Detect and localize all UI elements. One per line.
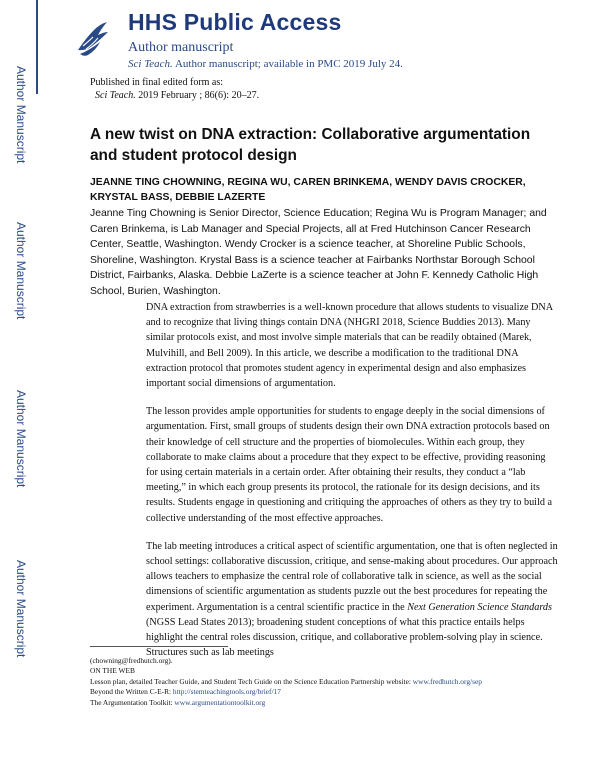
footnote-divider (90, 646, 228, 647)
citation-journal: Sci Teach. (95, 90, 136, 101)
footnotes (90, 656, 560, 708)
footnote-text: The Argumentation Toolkit: (90, 697, 175, 707)
author-affiliations: Jeanne Ting Chowning is Senior Director, Science Education; Regina Wu is Program Manager; and Caren Brinkema, is Lab Manager and Special Projects, all at Fred Hutchinson Cancer Research Center, Seattle, Washington. Wendy Crocker is a science teacher, at Shoreline Public Schools, Shoreline, Washington. Krystal Bass is a science teacher at Fairbanks Northstar Borough School District, Fairbanks, Alaska. Debbie LaZerte is a science teacher at John F. Kennedy Catholic High School, Burien, Washington. (90, 208, 547, 297)
header-divider (36, 0, 38, 94)
side-label-author-manuscript: Author Manuscript (14, 560, 28, 658)
side-label-author-manuscript: Author Manuscript (14, 390, 28, 488)
published-label: Published in final edited form as: (90, 77, 224, 88)
footnote-line (90, 698, 560, 708)
stem-teaching-tools-link[interactable]: http://stemteachingtools.org/brief/17 (172, 687, 281, 697)
author-list: JEANNE TING CHOWNING, REGINA WU, CAREN BRINKEMA, WENDY DAVIS CROCKER, KRYSTAL BASS, DEBBIE LAZERTE (90, 177, 526, 203)
availability-line (128, 58, 403, 70)
para-text: (NGSS Lead States 2013); broadening student conceptions of what this practice entails helps highlight the central roles discussion, critique, and collaborative problem-solving play in science. Structures such as lab meetings (146, 616, 543, 659)
ngss-title: Next Generation Science Standards (407, 601, 552, 613)
sep-website-link[interactable]: www.fredhutch.org/sep (412, 676, 482, 686)
side-label-author-manuscript: Author Manuscript (14, 222, 28, 320)
body-paragraph: The lesson provides ample opportunities for students to engage deeply in the social dimensions of argumentation. First, small groups of students design their own DNA extraction protocols based on their knowledge of cell structure and the properties of biomolecules. Within each group, they collaborate to make claims about a procedure that they expect to be effective, providing reasoning for using certain materials in a certain order. After obtaining their results, they conduct a “lab meeting,” in which each group presents its protocol, the rationale for its design decisions, and its results. Students engage in questioning and critiquing the approaches of others as they try to build a collective understanding of the most effective approaches. (146, 406, 552, 524)
footnote-text: Lesson plan, detailed Teacher Guide, and Student Tech Guide on the Science Education Partnership website: (90, 676, 413, 686)
body-paragraph: DNA extraction from strawberries is a well-known procedure that allows students to visualize DNA and to recognize that living things contain DNA (NHGRI 2018, Science Buddies 2013). Many similar protocols exist, and most involve simple materials that can be readily obtained (Marek, Mulvihill, and Bell 2009). In this article, we describe a modification to the traditional DNA extraction protocol that promotes student agency in experimental design and also emphasizes important social dimensions of argumentation. (146, 302, 553, 390)
side-label-author-manuscript: Author Manuscript (14, 66, 28, 164)
citation-detail: 2019 February ; 86(6): 20–27. (138, 90, 260, 101)
body-paragraph (146, 539, 558, 661)
footnote-line (90, 687, 560, 697)
para-text: The lab meeting introduces a critical aspect of scientific argumentation, one that is often neglected in school settings: collaborative discussion, critique, and sense-making about procedures. Our approach allows teachers to emphasize the central role of collaborative talk in science, as well as the social dimensions of scientific argumentation as students puzzle out the best procedures for repeating the experiment. Argumentation is a central scientific practice in the (146, 540, 558, 613)
article-title: A new twist on DNA extraction: Collaborative argumentation and student protocol design (90, 126, 531, 164)
author-manuscript-subtitle: Author manuscript (128, 40, 234, 55)
hhs-public-access-title: HHS Public Access (128, 9, 342, 35)
on-the-web-heading: ON THE WEB (90, 666, 135, 676)
footnote-line (90, 677, 560, 687)
citation-line (90, 89, 259, 102)
argumentation-toolkit-link[interactable]: www.argumentationtoolkit.org (174, 697, 266, 707)
footnote-text: Beyond the Written C-E-R: (90, 687, 173, 697)
article-body (146, 300, 558, 673)
published-citation (90, 76, 259, 102)
hhs-eagle-logo-icon (74, 20, 110, 60)
journal-name: Sci Teach. (128, 58, 173, 70)
contact-email: (chowning@fredhutch.org). (90, 656, 173, 665)
availability-text: Author manuscript; available in PMC 2019 July 24. (174, 58, 403, 70)
